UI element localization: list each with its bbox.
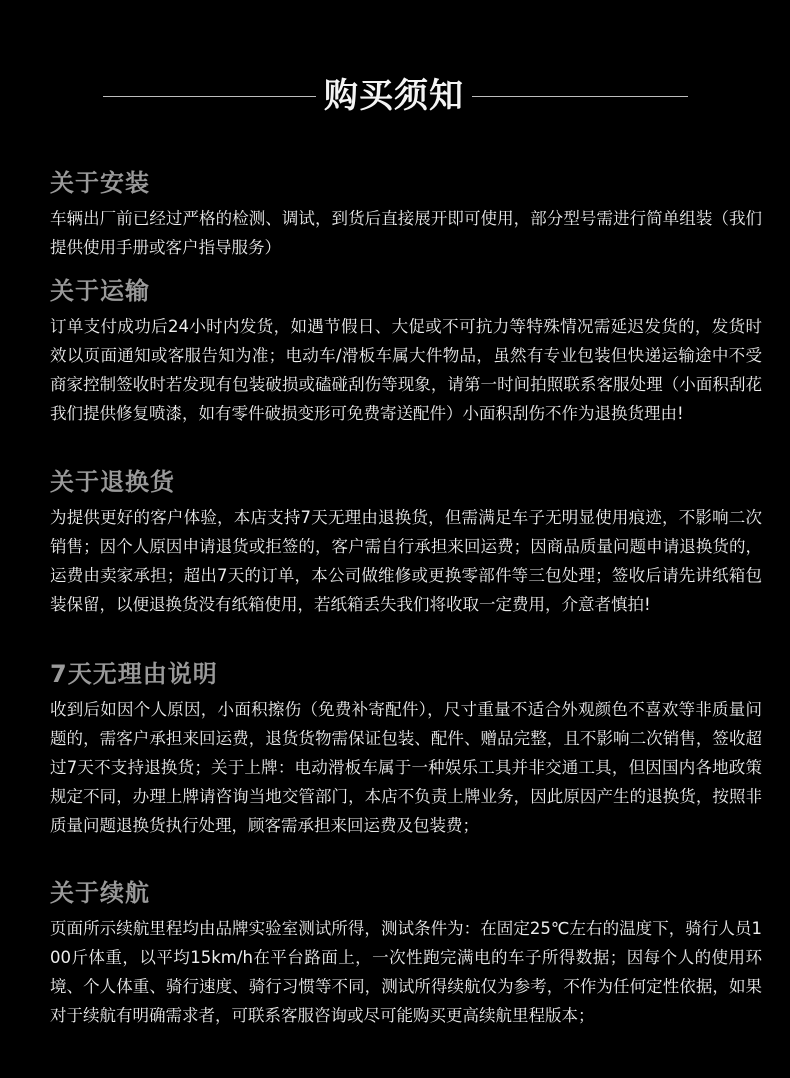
section-heading: 7天无理由说明 xyxy=(50,660,218,688)
section-returns xyxy=(50,465,762,619)
header-divider-right xyxy=(472,96,688,97)
section-installation xyxy=(50,166,762,262)
section-shipping xyxy=(50,274,762,428)
section-seven-day-policy xyxy=(50,657,762,840)
header-divider-left xyxy=(103,96,316,97)
section-body: 收到后如因个人原因，小面积擦伤（免费补寄配件），尺寸重量不适合外观颜色不喜欢等非质量问题的，需客户承担来回运费，退货货物需保证包装、配件、赠品完整，且不影响二次销售，签收超过7天不支持退换货；关于上牌：电动滑板车属于一种娱乐工具并非交通工具，但因国内各地政策规定不同，办理上牌请咨询当地交管部门，本店不负责上牌业务，因此原因产生的退换货，按照非质量问题退换货执行处理，顾客需承担来回运费及包装费； xyxy=(50,700,762,835)
section-body: 车辆出厂前已经过严格的检测、调试，到货后直接展开即可使用，部分型号需进行简单组装（我们提供使用手册或客户指导服务） xyxy=(50,209,762,257)
section-body: 页面所示续航里程均由品牌实验室测试所得，测试条件为：在固定25℃左右的温度下，骑行人员100斤体重，以平均15km/h在平台路面上，一次性跑完满电的车子所得数据；因每个人的使用环境、个人体重、骑行速度、骑行习惯等不同，测试所得续航仅为参考，不作为任何定性依据，如果对于续航有明确需求者，可联系客服咨询或尽可能购买更高续航里程版本； xyxy=(50,919,762,1025)
section-battery-range xyxy=(50,876,762,1030)
section-heading: 关于退换货 xyxy=(50,468,175,496)
page-header xyxy=(0,66,790,126)
section-heading: 关于安装 xyxy=(50,169,150,197)
page-title: 购买须知 xyxy=(324,76,464,116)
section-heading: 关于运输 xyxy=(50,277,150,305)
section-heading: 关于续航 xyxy=(50,879,150,907)
section-body: 订单支付成功后24小时内发货，如遇节假日、大促或不可抗力等特殊情况需延迟发货的，发货时效以页面通知或客服告知为准；电动车/滑板车属大件物品，虽然有专业包装但快递运输途中不受商家控制签收时若发现有包装破损或磕碰刮伤等现象，请第一时间拍照联系客服处理（小面积刮花我们提供修复喷漆，如有零件破损变形可免费寄送配件）小面积刮伤不作为退换货理由! xyxy=(50,317,762,423)
section-body: 为提供更好的客户体验，本店支持7天无理由退换货，但需满足车子无明显使用痕迹，不影响二次销售；因个人原因申请退货或拒签的，客户需自行承担来回运费；因商品质量问题申请退换货的，运费由卖家承担；超出7天的订单，本公司做维修或更换零部件等三包处理；签收后请先讲纸箱包装保留，以便退换货没有纸箱使用，若纸箱丢失我们将收取一定费用，介意者慎拍! xyxy=(50,508,762,614)
